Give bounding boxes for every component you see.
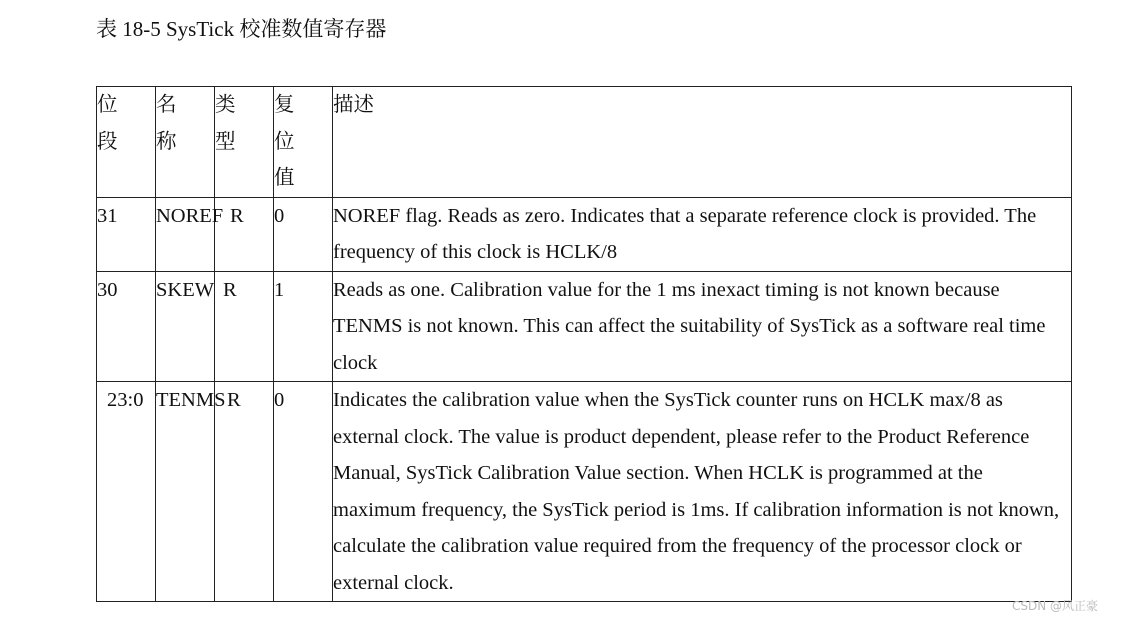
cell-bits: 31: [97, 197, 156, 271]
header-type: 类 型: [215, 87, 274, 198]
cell-type: R: [215, 197, 274, 271]
watermark: CSDN @风正豪: [1012, 599, 1099, 613]
cell-description: NOREF flag. Reads as zero. Indicates that a separate reference clock is provided. The frequency of this clock is HCLK/8: [333, 197, 1072, 271]
table-header-row: [97, 87, 1072, 198]
cell-name: TENMS: [156, 382, 215, 602]
cell-name: NOREF: [156, 197, 215, 271]
cell-description: Reads as one. Calibration value for the 1 ms inexact timing is not known because TENMS is not known. This can affect the suitability of SysTick as a software real time clock: [333, 271, 1072, 382]
cell-reset: 1: [274, 271, 333, 382]
cell-name: SKEW: [156, 271, 215, 382]
table-row: [97, 271, 1072, 382]
cell-bits: 23:0: [97, 382, 156, 602]
table-row: [97, 197, 1072, 271]
header-reset-value: 复 位 值: [274, 87, 333, 198]
cell-bits: 30: [97, 271, 156, 382]
cell-reset: 0: [274, 382, 333, 602]
header-description: 描述: [333, 87, 1072, 198]
systick-calibration-table: [96, 86, 1072, 602]
cell-type: R: [215, 271, 274, 382]
header-bit-field: 位 段: [97, 87, 156, 198]
cell-description: Indicates the calibration value when the SysTick counter runs on HCLK max/8 as external clock. The value is product dependent, please refer to the Product Reference Manual, SysTick Calibration Value section. When HCLK is programmed at the maximum frequency, the SysTick period is 1ms. If calibration information is not known, calculate the calibration value required from the frequency of the processor clock or external clock.: [333, 382, 1072, 602]
table-row: [97, 382, 1072, 602]
cell-type: R: [215, 382, 274, 602]
header-name: 名 称: [156, 87, 215, 198]
table-caption: 表 18-5 SysTick 校准数值寄存器: [96, 17, 387, 41]
cell-reset: 0: [274, 197, 333, 271]
